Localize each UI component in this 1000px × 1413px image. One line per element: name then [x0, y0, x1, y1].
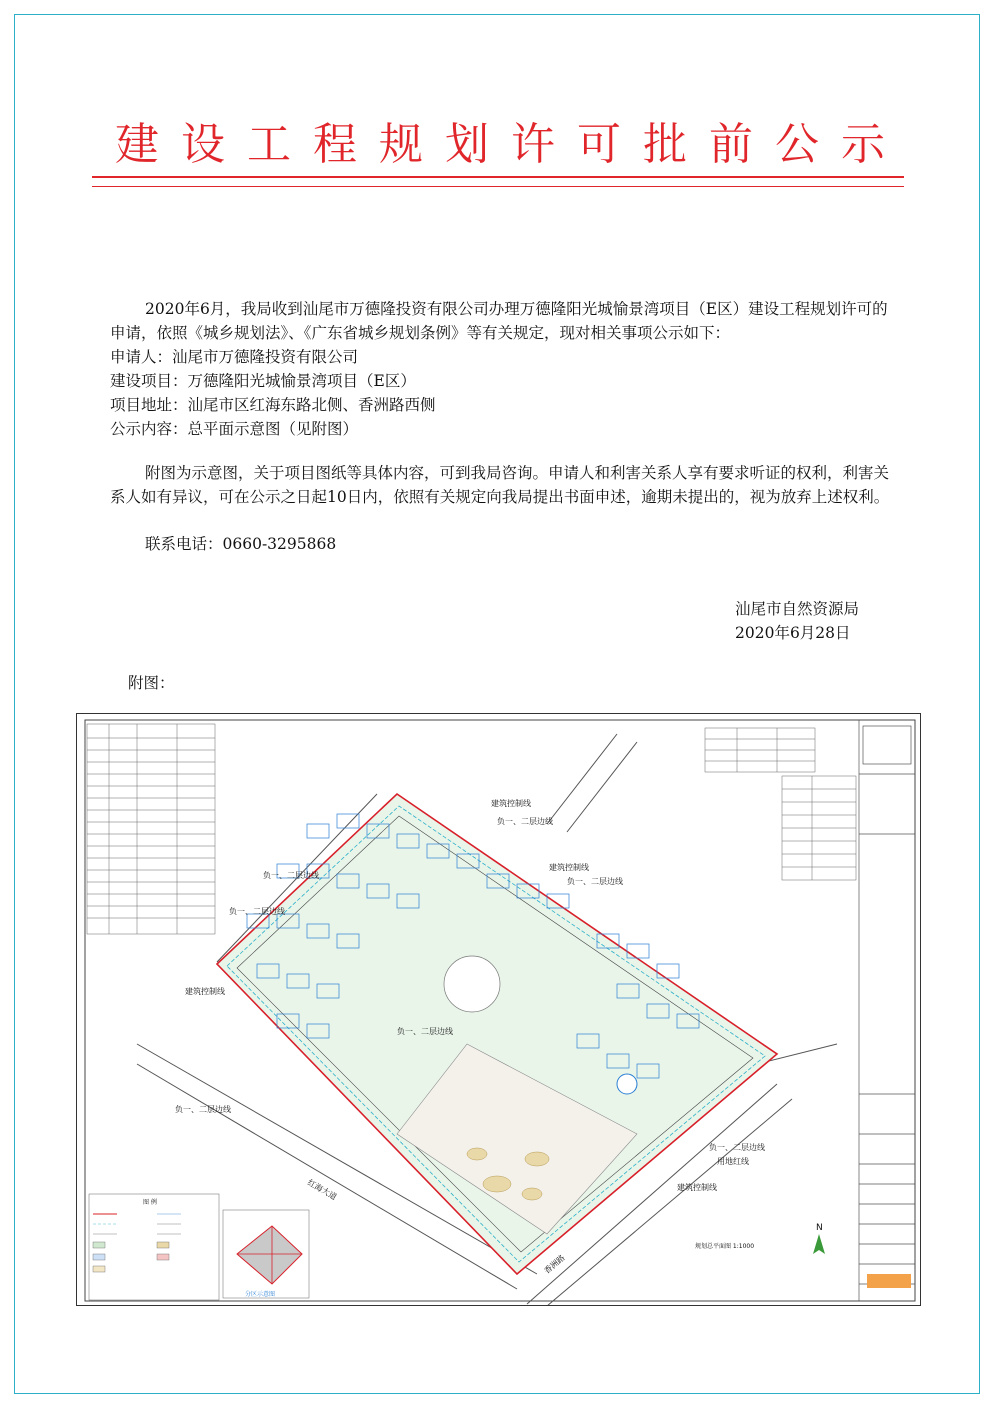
label-road-xiangzhou: 香洲路 [542, 1253, 567, 1276]
title-rule-thick [92, 176, 904, 178]
top-right-table [705, 728, 856, 880]
legend [89, 1194, 219, 1300]
address-line: 项目地址：汕尾市区红海东路北侧、香洲路西侧 [110, 396, 436, 414]
label-building-control-4: 建筑控制线 [677, 1183, 717, 1192]
site-area [217, 794, 777, 1274]
pool-circle [617, 1074, 637, 1094]
label-building-control-3: 建筑控制线 [185, 987, 225, 996]
title-block-stamp [867, 1274, 911, 1288]
label-basement-edge-6: 负一、二层边线 [175, 1105, 231, 1114]
left-data-table [87, 724, 215, 934]
issuer: 汕尾市自然资源局 [735, 600, 860, 618]
issue-date: 2020年6月28日 [735, 624, 851, 642]
north-arrow [813, 1223, 825, 1254]
label-road-honghai: 红海大道 [306, 1177, 339, 1202]
label-land-red-line: 用地红线 [717, 1157, 749, 1166]
key-plan [223, 1210, 309, 1298]
title-rule-thin [92, 186, 904, 187]
label-building-control-2: 建筑控制线 [549, 863, 589, 872]
project-line: 建设项目：万德隆阳光城愉景湾项目（E区） [110, 372, 416, 390]
content-line: 公示内容：总平面示意图（见附图） [110, 420, 359, 438]
applicant-line: 申请人：汕尾市万德隆投资有限公司 [110, 348, 359, 366]
site-plan-drawing [76, 713, 921, 1306]
label-basement-edge-1: 负一、二层边线 [497, 817, 553, 826]
label-basement-edge-3: 负一、二层边线 [263, 871, 319, 880]
legend-title: 图 例 [143, 1199, 157, 1206]
attachment-label: 附图： [128, 674, 175, 692]
label-basement-edge-2: 负一、二层边线 [567, 877, 623, 886]
label-basement-edge-5: 负一、二层边线 [397, 1027, 453, 1036]
label-basement-edge-4: 负一、二层边线 [229, 907, 285, 916]
plaza-circle [444, 956, 500, 1012]
key-plan-caption: 分区示意图 [245, 1291, 276, 1298]
title-block [859, 720, 915, 1301]
phone-line: 联系电话：0660-3295868 [145, 535, 337, 553]
notice-title: 建设工程规划许可批前公示 [115, 119, 907, 170]
label-basement-edge-7: 负一、二层边线 [709, 1143, 765, 1152]
explanation-paragraph: 附图为示意图，关于项目图纸等具体内容，可到我局咨询。申请人和利害关系人享有要求听证的权利，利害关系人如有异议，可在公示之日起10日内，依照有关规定向我局提出书面申述，逾期未提出的，视为放弃上述权利。 [110, 464, 890, 506]
north-label: N [816, 1223, 823, 1233]
scale-note: 规划总平面图 1:1000 [695, 1243, 755, 1250]
label-building-control-1: 建筑控制线 [491, 799, 531, 808]
intro-paragraph: 2020年6月，我局收到汕尾市万德隆投资有限公司办理万德隆阳光城愉景湾项目（E区）建设工程规划许可的申请，依照《城乡规划法》、《广东省城乡规划条例》等有关规定，现对相关事项公示如下： [110, 300, 888, 342]
